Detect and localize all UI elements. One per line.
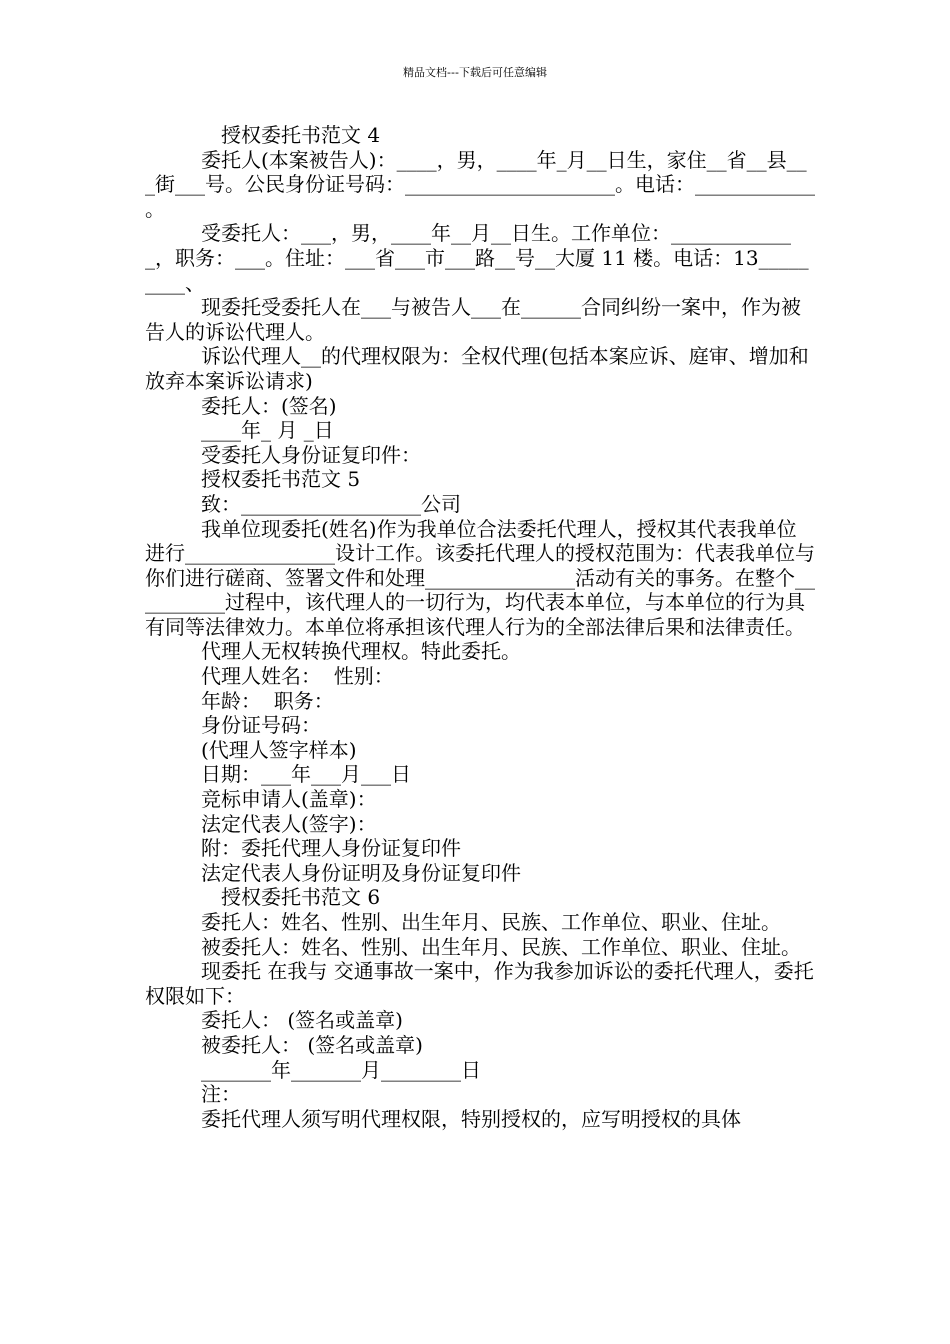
document-paragraph: 委托代理人须写明代理权限，特别授权的，应写明授权的具体: [201, 1106, 741, 1131]
document-paragraph: 现委托 在我与 交通事故一案中，作为我参加诉讼的委托代理人，委托权限如下：: [145, 959, 814, 1008]
document-paragraph: 我单位现委托(姓名)作为我单位合法委托代理人，授权其代表我单位进行_______________设计工作。该委托代理人的授权范围为：代表我单位与你们进行磋商、签署文件和处理_______________活动有关的事务。在整个__________过程中，该代理人的一切行为，均代表本单位，与本单位的行为具有同等法律效力。本单位将承担该代理人行为的全部法律后果和法律责任。: [145, 516, 815, 639]
document-paragraph: 委托人：姓名、性别、出生年月、民族、工作单位、职业、住址。: [201, 910, 781, 934]
document-paragraph: 委托人： (签名或盖章): [201, 1008, 403, 1033]
document-paragraph: 委托人：(签名): [201, 393, 337, 418]
document-body: [145, 123, 822, 1131]
document-paragraph: 日期：___年___月___日: [201, 762, 411, 787]
document-paragraph: 致：__________________公司: [201, 491, 461, 516]
document-paragraph: _______年_______月________日: [201, 1057, 481, 1082]
document-paragraph: 授权委托书范文 4: [221, 123, 381, 147]
document-paragraph: 附：委托代理人身份证复印件: [201, 836, 461, 861]
document-paragraph: 受委托人身份证复印件：: [201, 442, 421, 467]
document-paragraph: 授权委托书范文 6: [221, 885, 381, 910]
document-paragraph: (代理人签字样本): [201, 737, 357, 762]
document-paragraph: 诉讼代理人__的代理权限为：全权代理(包括本案应诉、庭审、增加和放弃本案诉讼请求): [145, 344, 809, 393]
document-paragraph: 代理人姓名： 性别：: [201, 664, 394, 689]
document-paragraph: 现委托受委托人在___与被告人___在______合同纠纷一案中，作为被告人的诉讼代理人。: [145, 295, 801, 344]
document-paragraph: 身份证号码：: [201, 713, 321, 738]
document-paragraph: 法定代表人身份证明及身份证复印件: [201, 860, 521, 885]
document-paragraph: 注：: [201, 1082, 241, 1107]
document-paragraph: 授权委托书范文 5: [201, 467, 361, 492]
document-paragraph: 代理人无权转换代理权。特此委托。: [201, 639, 521, 664]
document-paragraph: ____年_ 月 _日: [201, 418, 334, 443]
document-paragraph: 法定代表人(签字)：: [201, 811, 377, 836]
document-paragraph: 委托人(本案被告人)：____，男，____年_月__日生，家住__省__县___街___号。公民身份证号码：_____________________。电话：____________ 。: [145, 147, 822, 221]
document-paragraph: 被委托人：姓名、性别、出生年月、民族、工作单位、职业、住址。: [201, 934, 801, 959]
document-paragraph: 年龄： 职务：: [201, 688, 334, 713]
document-paragraph: 受委托人：___，男，____年__月__日生。工作单位：_____________，职务：___。住址：___省___市___路__号__大厦 11 楼。电话：13_________、: [145, 221, 809, 295]
page-header: 精品文档---下载后可任意编辑: [403, 66, 547, 79]
document-paragraph: 竞标申请人(盖章)：: [201, 787, 377, 812]
document-paragraph: 被委托人： (签名或盖章): [201, 1032, 423, 1057]
